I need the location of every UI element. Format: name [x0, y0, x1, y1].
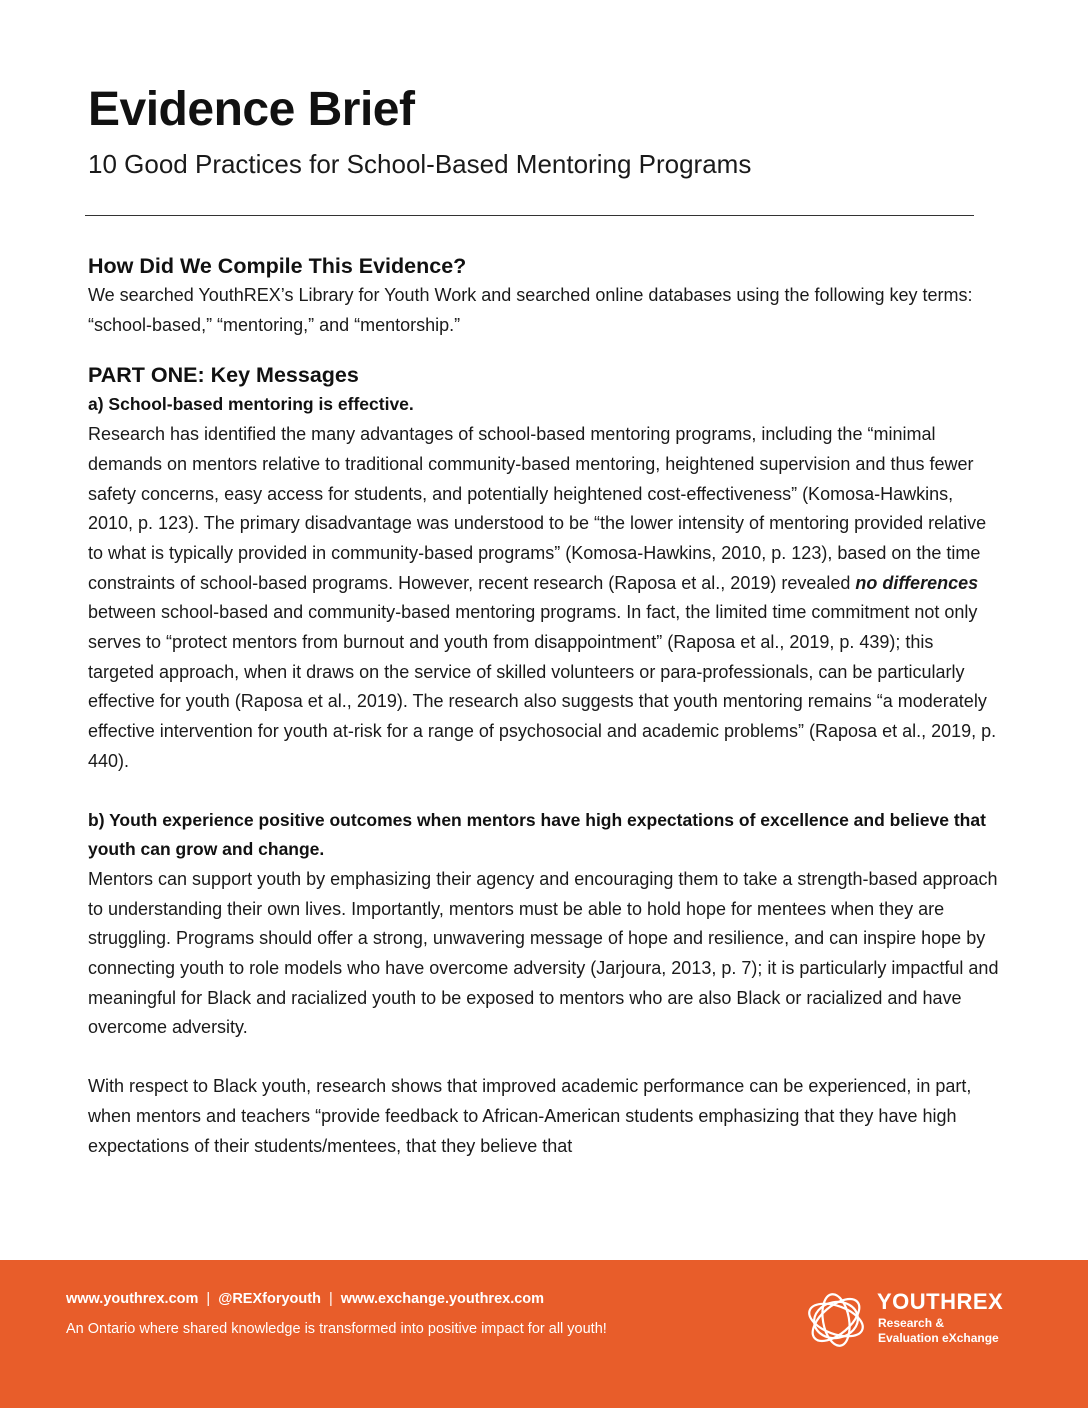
- header-divider: [85, 215, 974, 216]
- footer-separator: |: [328, 1291, 333, 1307]
- footer-separator: |: [206, 1291, 211, 1307]
- section-heading-part-one: PART ONE: Key Messages: [88, 363, 359, 388]
- logo-tagline-line2: Evaluation eXchange: [878, 1331, 999, 1345]
- website-link[interactable]: www.youthrex.com: [66, 1291, 199, 1307]
- key-message-a-emphasis: no differences: [855, 572, 979, 593]
- footer-banner: [0, 1260, 1088, 1408]
- logo-name: YOUTHREX: [877, 1289, 1004, 1314]
- key-message-b-heading: b) Youth experience positive outcomes when mentors have high expectations of excellence and believe that youth can grow and change.: [88, 809, 986, 860]
- key-message-b-body-continued: With respect to Black youth, research shows that improved academic performance can be experienced, in part, when mentors and teachers “provide feedback to African-American students emphasizing that they have high expectations of their students/mentees, that they believe that: [88, 1076, 972, 1156]
- spacer: [88, 1043, 1003, 1072]
- key-message-b-body: Mentors can support youth by emphasizing their agency and encouraging them to take a strength-based approach to understanding their own lives. Importantly, mentors must be able to hold hope for mentees when they are struggling. Programs should offer a strong, unwavering message of hope and resilience, and can inspire hope by connecting youth to role models who have overcome adversity (Jarjoura, 2013, p. 7); it is particularly impactful and meaningful for Black and racialized youth to be exposed to mentors who are also Black or racialized and have overcome adversity.: [88, 868, 999, 1038]
- key-message-a-body: [88, 420, 1003, 776]
- key-message-a-body-end: between school-based and community-based mentoring programs. In fact, the limited time commitment not only serves to “protect mentors from burnout and youth from disappointment” (Raposa et al., 2019, p. 439); this targeted approach, when it draws on the service of skilled volunteers or para-professionals, can be particularly effective for youth (Raposa et al., 2019). The research also suggests that youth mentoring remains “a moderately effective intervention for youth at-risk for a range of psychosocial and academic problems” (Raposa et al., 2019, p. 440).: [88, 602, 997, 771]
- section-heading-compile: How Did We Compile This Evidence?: [88, 254, 467, 278]
- key-message-a-heading: a) School-based mentoring is effective.: [88, 394, 414, 415]
- spacer: [88, 340, 1003, 360]
- spacer: [88, 777, 1003, 806]
- exchange-link[interactable]: www.exchange.youthrex.com: [340, 1291, 545, 1307]
- section-body-compile: We searched YouthREX’s Library for Youth Work and searched online databases using the following key terms: “school-based,” “mentoring,” and “mentorship.”: [88, 285, 973, 335]
- twitter-link[interactable]: @REXforyouth: [218, 1291, 321, 1307]
- intertwined-rings-icon: [803, 1287, 869, 1353]
- main-content: [88, 251, 1003, 1161]
- logo-tagline-line1: Research &: [878, 1316, 945, 1330]
- page-title: Evidence Brief: [88, 83, 415, 136]
- page-subtitle: 10 Good Practices for School-Based Mentoring Programs: [88, 149, 752, 179]
- footer-links: [66, 1291, 544, 1307]
- key-message-a-body-start: Research has identified the many advantages of school-based mentoring programs, including the “minimal demands on mentors relative to traditional community-based mentoring, heightened supervision and thus fewer safety concerns, easy access for students, and potentially heightened cost-effectiveness” (Komosa-Hawkins, 2010, p. 123). The primary disadvantage was understood to be “the lower intensity of mentoring provided relative to what is typically provided in community-based programs” (Komosa-Hawkins, 2010, p. 123), based on the time constraints of school-based programs. However, recent research (Raposa et al., 2019) revealed: [88, 424, 987, 593]
- footer-tagline: An Ontario where shared knowledge is transformed into positive impact for all youth!: [66, 1321, 607, 1337]
- youthrex-logo: [803, 1287, 1023, 1351]
